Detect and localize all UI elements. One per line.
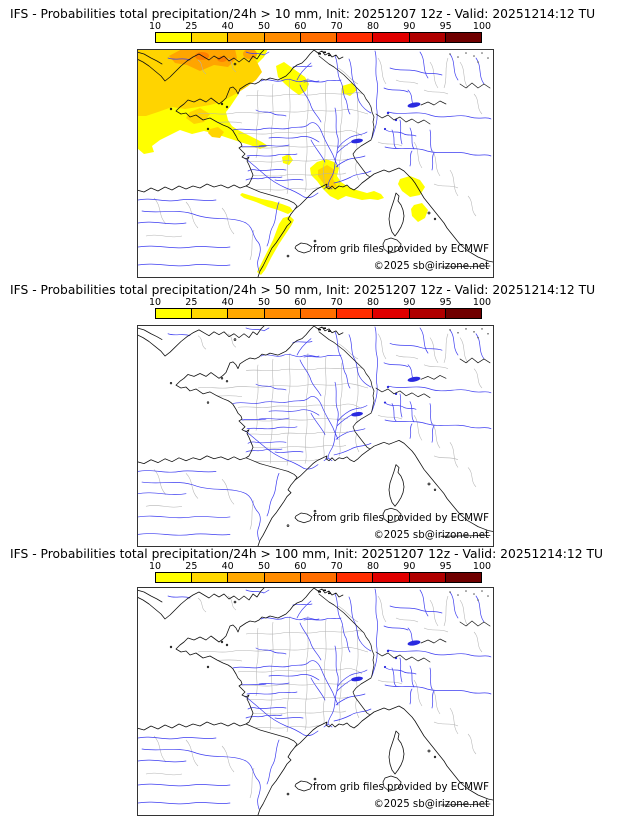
colorbar-segment	[409, 309, 445, 318]
colorbar-tick-labels	[148, 561, 492, 572]
colorbar-segment	[191, 309, 227, 318]
colorbar-tick: 40	[221, 297, 234, 308]
colorbar-segment	[156, 573, 191, 582]
sea-background	[138, 588, 493, 815]
panel-precip-gt-100mm	[0, 546, 630, 816]
colorbar-segment	[191, 573, 227, 582]
colorbar-segment	[409, 573, 445, 582]
colorbar-tick: 90	[403, 297, 416, 308]
copyright-text: ©2025 sb@irizone.net	[373, 261, 489, 272]
colorbar-segment	[372, 309, 408, 318]
colorbar-tick: 60	[294, 297, 307, 308]
france-map-svg	[138, 50, 493, 277]
colorbar-segment	[336, 573, 372, 582]
colorbar-tick: 80	[366, 21, 380, 32]
colorbar	[148, 297, 492, 319]
colorbar-segment	[445, 33, 481, 42]
colorbar-segment	[227, 309, 263, 318]
colorbar-tick: 50	[257, 297, 271, 308]
panel-precip-gt-50mm	[0, 282, 630, 547]
colorbar-tick: 95	[439, 561, 452, 572]
colorbar-segment	[372, 33, 408, 42]
colorbar-tick: 90	[403, 561, 416, 572]
colorbar-segment	[445, 309, 481, 318]
colorbar-tick: 70	[330, 561, 343, 572]
colorbar-segment	[336, 33, 372, 42]
colorbar-tick-labels	[148, 297, 492, 308]
colorbar-segment	[264, 33, 300, 42]
colorbar-tick: 100	[472, 21, 492, 32]
copyright-text: ©2025 sb@irizone.net	[373, 530, 489, 541]
colorbar	[148, 561, 492, 583]
colorbar-gradient-bar	[155, 572, 482, 583]
colorbar	[148, 21, 492, 43]
colorbar-tick: 25	[185, 21, 198, 32]
colorbar-tick: 80	[366, 561, 380, 572]
colorbar-gradient-bar	[155, 308, 482, 319]
colorbar-tick: 70	[330, 297, 343, 308]
colorbar-segment	[409, 33, 445, 42]
colorbar-segment	[300, 309, 336, 318]
colorbar-tick: 95	[439, 21, 452, 32]
colorbar-tick: 40	[221, 21, 234, 32]
france-precip-map	[137, 587, 494, 816]
colorbar-tick: 10	[148, 21, 162, 32]
colorbar-tick: 10	[148, 297, 162, 308]
attribution-text: from grib files provided by ECMWF	[312, 244, 489, 255]
colorbar-segment	[156, 33, 191, 42]
colorbar-tick: 10	[148, 561, 162, 572]
colorbar-tick: 70	[330, 21, 343, 32]
colorbar-tick: 100	[472, 561, 492, 572]
colorbar-segment	[264, 573, 300, 582]
colorbar-segment	[336, 309, 372, 318]
colorbar-segment	[264, 309, 300, 318]
colorbar-segment	[445, 573, 481, 582]
copyright-text: ©2025 sb@irizone.net	[373, 799, 489, 810]
colorbar-tick: 60	[294, 561, 307, 572]
colorbar-tick: 25	[185, 561, 198, 572]
panel-title: IFS - Probabilities total precipitation/24h > 10 mm, Init: 20251207 12z - Valid: 20251214:12 TU	[10, 7, 596, 21]
colorbar-tick: 50	[257, 561, 271, 572]
panel-title: IFS - Probabilities total precipitation/24h > 50 mm, Init: 20251207 12z - Valid: 20251214:12 TU	[10, 283, 596, 297]
colorbar-segment	[191, 33, 227, 42]
colorbar-tick: 50	[257, 21, 271, 32]
panel-title: IFS - Probabilities total precipitation/24h > 100 mm, Init: 20251207 12z - Valid: 20251214:12 TU	[10, 547, 603, 561]
colorbar-tick: 60	[294, 21, 307, 32]
colorbar-segment	[227, 33, 263, 42]
colorbar-tick: 40	[221, 561, 234, 572]
colorbar-segment	[227, 573, 263, 582]
colorbar-tick: 25	[185, 297, 198, 308]
colorbar-tick: 95	[439, 297, 452, 308]
colorbar-gradient-bar	[155, 32, 482, 43]
colorbar-segment	[300, 33, 336, 42]
colorbar-segment	[372, 573, 408, 582]
attribution-text: from grib files provided by ECMWF	[312, 782, 489, 793]
colorbar-tick: 90	[403, 21, 416, 32]
colorbar-segment	[156, 309, 191, 318]
colorbar-tick: 80	[366, 297, 380, 308]
france-precip-map	[137, 325, 494, 547]
colorbar-tick: 100	[472, 297, 492, 308]
colorbar-segment	[300, 573, 336, 582]
france-precip-map	[137, 49, 494, 278]
colorbar-tick-labels	[148, 21, 492, 32]
panel-precip-gt-10mm	[0, 6, 630, 278]
attribution-text: from grib files provided by ECMWF	[312, 513, 489, 524]
france-map-svg	[138, 588, 493, 815]
